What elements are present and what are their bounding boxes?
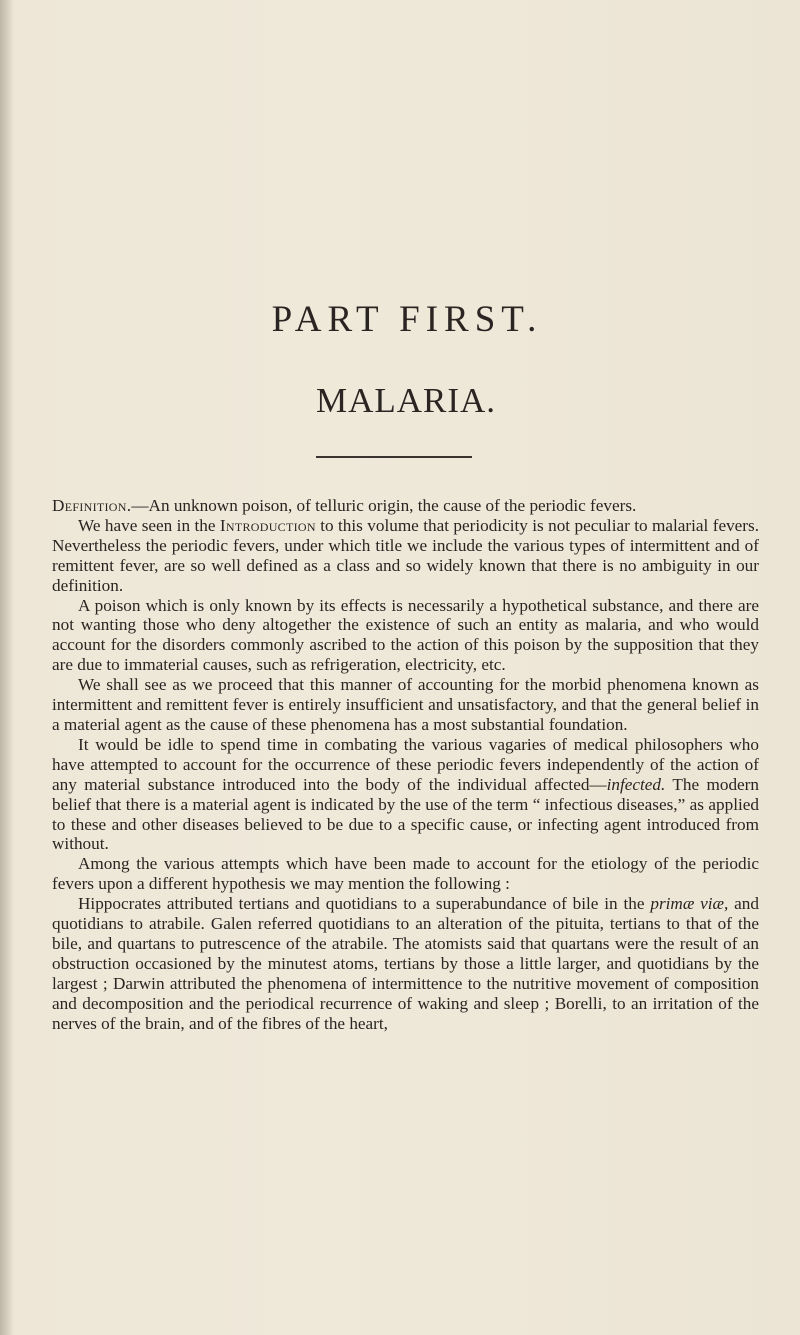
body-text (52, 496, 759, 1033)
paragraph-4-text-a: It would be idle to spend time in combating the various vagaries of medical philosophers who have attempted to account for the occurrence of these periodic fevers independently of the action of any material substance introduced into the body of the individual affected— (52, 734, 759, 794)
definition-text: —An unknown poison, of telluric origin, the cause of the periodic fevers. (131, 496, 637, 515)
infected-emphasis: infected. (606, 774, 666, 794)
definition-label: Definition. (52, 496, 132, 515)
paragraph-6-text-a: Hippocrates attributed tertians and quotidians to a superabundance of bile in the (78, 894, 651, 914)
definition-paragraph (52, 496, 759, 516)
paragraph-6 (52, 894, 759, 1033)
paragraph-5: Among the various attempts which have been made to account for the etiology of the periodic fevers upon a different hypothesis we may mention the following : (52, 854, 759, 894)
primae-viae-emphasis: primæ viæ, (650, 894, 729, 914)
paragraph-4 (52, 735, 759, 854)
paragraph-4-text-b: The modern belief that there is a material agent is indicated by the use of the term “ infectious diseases,” as applied to these and other diseases believed to be due to a specific cause, or infecting agent introduced from without. (52, 774, 759, 854)
introduction-reference: Introduction (219, 515, 316, 535)
paragraph-2: A poison which is only known by its effects is necessarily a hypothetical substance, and there are not wanting those who deny altogether the existence of such an entity as malaria, and who would account for the disorders commonly ascribed to the action of this poison by the supposition that they are due to immaterial causes, such as refrigeration, electricity, etc. (52, 595, 759, 675)
binding-shadow (0, 0, 14, 1335)
paragraph-1 (52, 516, 759, 596)
part-title: PART FIRST. (271, 299, 543, 340)
paragraph-1-text-a: We have seen in the (78, 515, 220, 535)
paragraph-1-text-b: to this volume that periodicity is not peculiar to malarial fevers. Nevertheless the periodic fevers, under which title we include the various types of intermittent and of remittent fever, are so well defined as a class and so widely known that there is no ambiguity in our definition. (52, 515, 760, 595)
title-rule (316, 456, 472, 458)
chapter-title: MALARIA. (315, 381, 497, 420)
paragraph-3: We shall see as we proceed that this manner of accounting for the morbid phenomena known as intermittent and remittent fever is entirely insufficient and unsatisfactory, and that the general belief in a material agent as the cause of these phenomena has a most substantial foundation. (52, 675, 759, 734)
paragraph-6-text-b: and quotidians to atrabile. Galen referred quotidians to an alteration of the pituita, tertians to that of the bile, and quartans to putrescence of the atrabile. The atomists said that quartans were the result of an obstruction occasioned by the minutest atoms, tertians by those a little larger, and quotidians by the largest ; Darwin attributed the phenomena of intermittence to the nutritive movement of composition and decomposition and the periodical recurrence of waking and sleep ; Borelli, to an irritation of the nerves of the brain, and of the fibres of the heart, (52, 894, 759, 1033)
